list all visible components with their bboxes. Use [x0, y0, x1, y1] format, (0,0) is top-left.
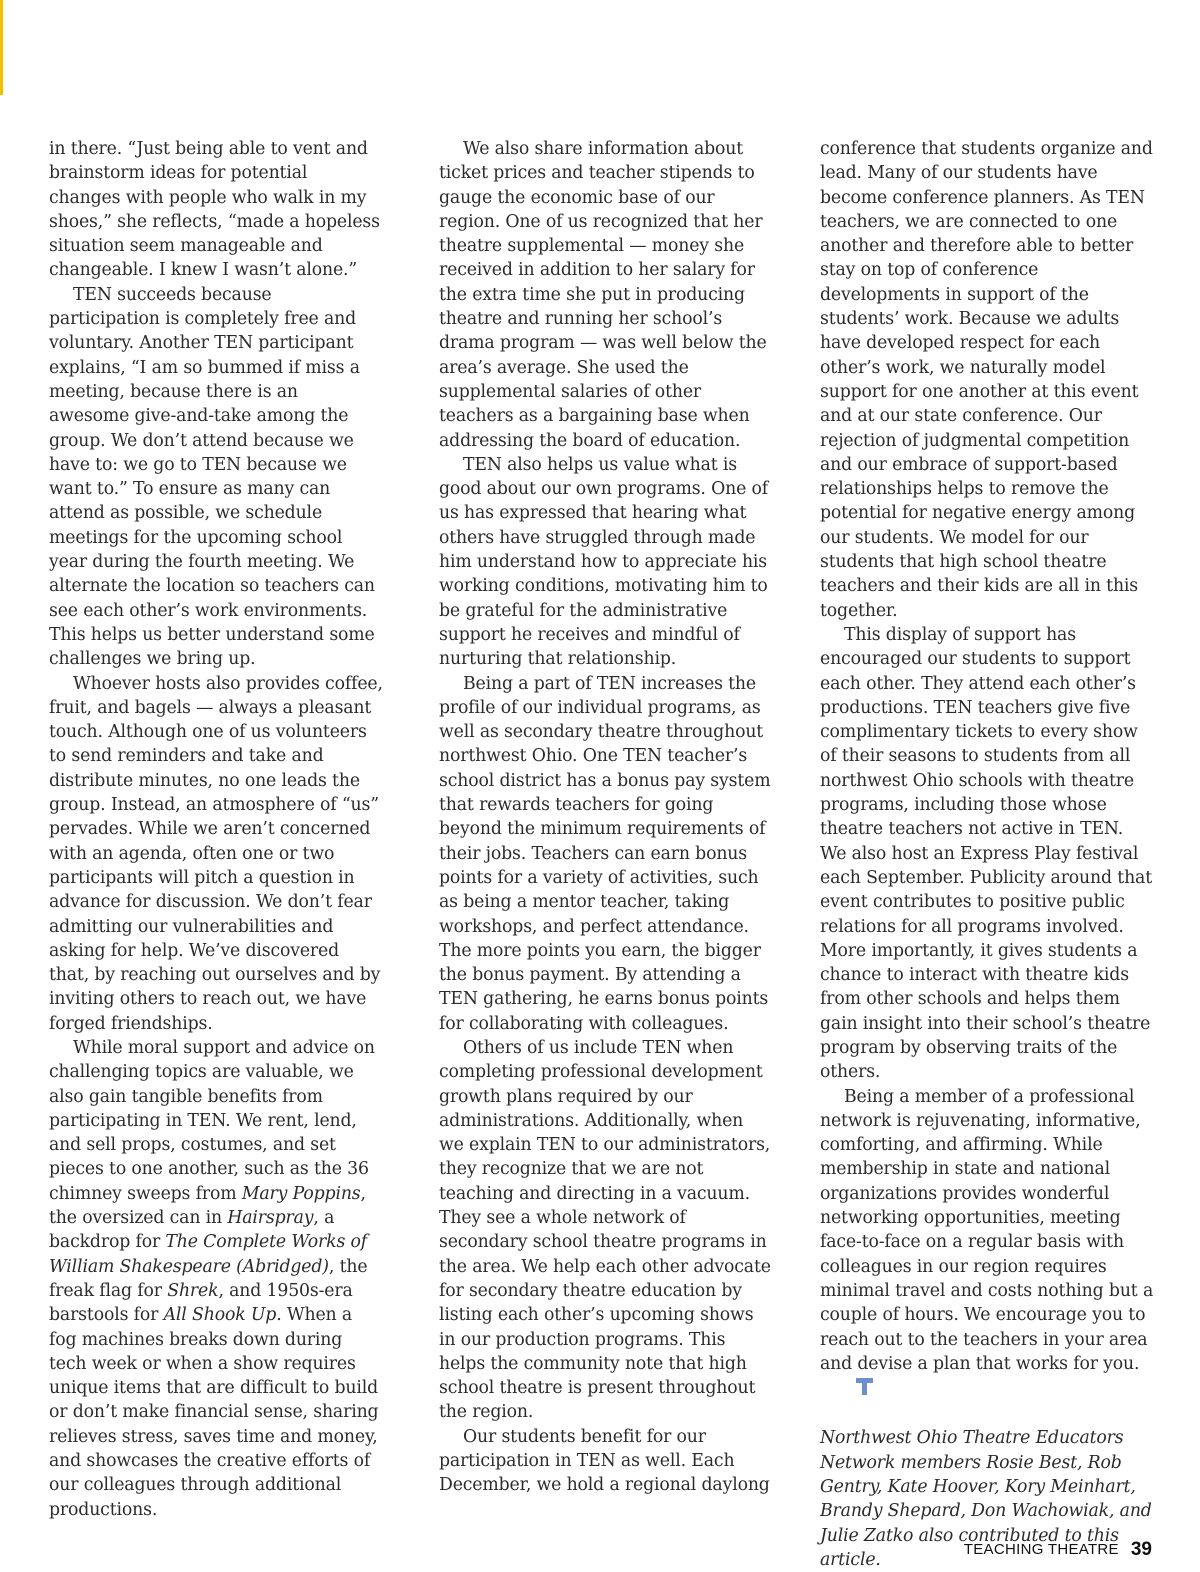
paragraph: This display of support has encouraged our students to support each other. They attend each other’s productions. TEN teachers give five complimentary tickets to every show of their seasons to students from all northwest Ohio schools with theatre programs, including those whose theatre teachers not active in TEN. We also host an Express Play festival each September. Publicity around that event contributes to positive public relations for all programs involved. More importantly, it gives students a chance to interact with theatre kids from other schools and helps them gain insight into their school’s theatre program by observing traits of the others. [820, 624, 1152, 1083]
page-number: 39 [1130, 1539, 1152, 1560]
paragraph-text: , and 1950s-era barstools for [49, 1280, 353, 1326]
paragraph: Our students benefit for our participation in TEN as well. Each December, we hold a regional daylong [439, 1426, 770, 1496]
contributors-byline: Northwest Ohio Theatre Educators Network members Rosie Best, Rob Gentry, Kate Hoover, Kory Meinhart, Brandy Shepard, Don Wachowiak, and Julie Zatko also contributed to this article. [820, 1428, 1152, 1570]
paragraph: TEN succeeds because participation is completely free and voluntary. Another TEN participant explains, “I am so bummed if miss a meeting, because there is an awesome give-and-take among the group. We don’t attend because we have to: we go to TEN because we want to.” To ensure as many can attend as possible, we schedule meetings for the upcoming school year during the fourth meeting. We alternate the location so teachers can see each other’s work environments. This helps us better understand some challenges we bring up. [49, 284, 375, 670]
paragraph: Whoever hosts also provides coffee, fruit, and bagels — always a pleasant touch. Although one of us volunteers to send reminders and take and distribute minutes, no one leads the group. Instead, an atmosphere of “us” pervades. While we aren’t concerned with an agenda, often one or two participants will pitch a question in advance for discussion. We don’t fear admitting our vulnerabilities and asking for help. We’ve discovered that, by reaching out ourselves and by inviting others to reach out, we have forged friendships. [49, 673, 383, 1034]
paragraph: Being a part of TEN increases the profile of our individual programs, as well as secondary theatre throughout northwest Ohio. One TEN teacher’s school district has a bonus pay system that rewards teachers for going beyond the minimum requirements of their jobs. Teachers can earn bonus points for a variety of activities, such as being a mentor teacher, taking workshops, and perfect attendance. The more points you earn, the bigger the bonus payment. By attending a TEN gathering, he earns bonus points for collaborating with colleagues. [439, 673, 771, 1034]
paragraph-text: While moral support and advice on challenging topics are valuable, we also gain tangible benefits from participating in TEN. We rent, lend, and sell props, costumes, and set pieces to one another, such as the 36 chimney sweeps from [49, 1037, 375, 1204]
publication-name: TEACHING THEATRE [963, 1541, 1119, 1558]
paragraph: in there. “Just being able to vent and brainstorm ideas for potential changes with people who walk in my shoes,” she reflects, “made a hopeless situation seem manageable and changeable. I knew I wasn’t alone.” [49, 139, 380, 281]
show-title: The Complete Works of William Shakespeare (Abridged) [49, 1232, 368, 1277]
article-column-1 [49, 137, 383, 1522]
article-column-3 [820, 137, 1154, 1572]
paragraph-text: , a backdrop for [49, 1208, 335, 1253]
paragraph-text: , the oversized can in [49, 1183, 366, 1229]
page-edge-accent [0, 0, 3, 95]
show-title: Shrek [167, 1280, 219, 1301]
paragraph: Others of us include TEN when completing professional development growth plans required by our administrations. Additionally, when we explain TEN to our administrators, they recognize that we are not teaching and directing in a vacuum. They see a whole network of secondary school theatre programs in the area. We help each other advocate for secondary theatre education by listing each other’s upcoming shows in our production programs. This helps the community note that high school theatre is present throughout the region. [439, 1037, 771, 1423]
page-footer [964, 1538, 1152, 1560]
paragraph: TEN also helps us value what is good about our own programs. One of us has expressed that hearing what others have struggled through made him understand how to appreciate his working conditions, motivating him to be grateful for the administrative support he receives and mindful of nurturing that relationship. [439, 454, 769, 670]
show-title: Mary Poppins [241, 1183, 361, 1204]
paragraph: We also share information about ticket prices and teacher stipends to gauge the economic base of our region. One of us recognized that her theatre supplemental — money she received in addition to her salary for the extra time she put in producing theatre and running her school’s drama program — was well below the area’s average. She used the supplemental salaries of other teachers as a bargaining base when addressing the board of education. [439, 139, 767, 451]
paragraph [820, 1085, 1154, 1403]
paragraph-text: Being a member of a professional network is rejuvenating, informative, comforting, and affirming. While membership in state and national organizations provides wonderful networking opportunities, meeting face-to-face on a regular basis with colleagues in our region requires minimal travel and costs nothing but a couple of hours. We encourage you to reach out to the teachers in your area and devise a plan that works for you. [820, 1086, 1154, 1374]
paragraph-text: When a fog machines breaks down during tech week or when a show requires unique items that are difficult to build or don’t make financial sense, sharing relieves stress, saves time and money, and showcases the creative efforts of our colleagues through additional productions. [49, 1305, 379, 1520]
show-title: All Shook Up. [163, 1305, 282, 1326]
paragraph: conference that students organize and lead. Many of our students have become conference planners. As TEN teachers, we are connected to one another and therefore able to better stay on top of conference developments in support of the students’ work. Because we adults have developed respect for each other’s work, we naturally model support for one another at this event and at our state conference. Our rejection of judgmental competition and our embrace of support-based relationships helps to remove the potential for negative energy among our students. We model for our students that high school theatre teachers and their kids are all in this together. [820, 139, 1153, 621]
article-column-2 [439, 137, 773, 1498]
paragraph [49, 1036, 383, 1522]
paragraph-text: , the freak flag for [49, 1256, 368, 1301]
t-logo-icon [832, 1378, 873, 1402]
show-title: Hairspray [227, 1208, 314, 1229]
